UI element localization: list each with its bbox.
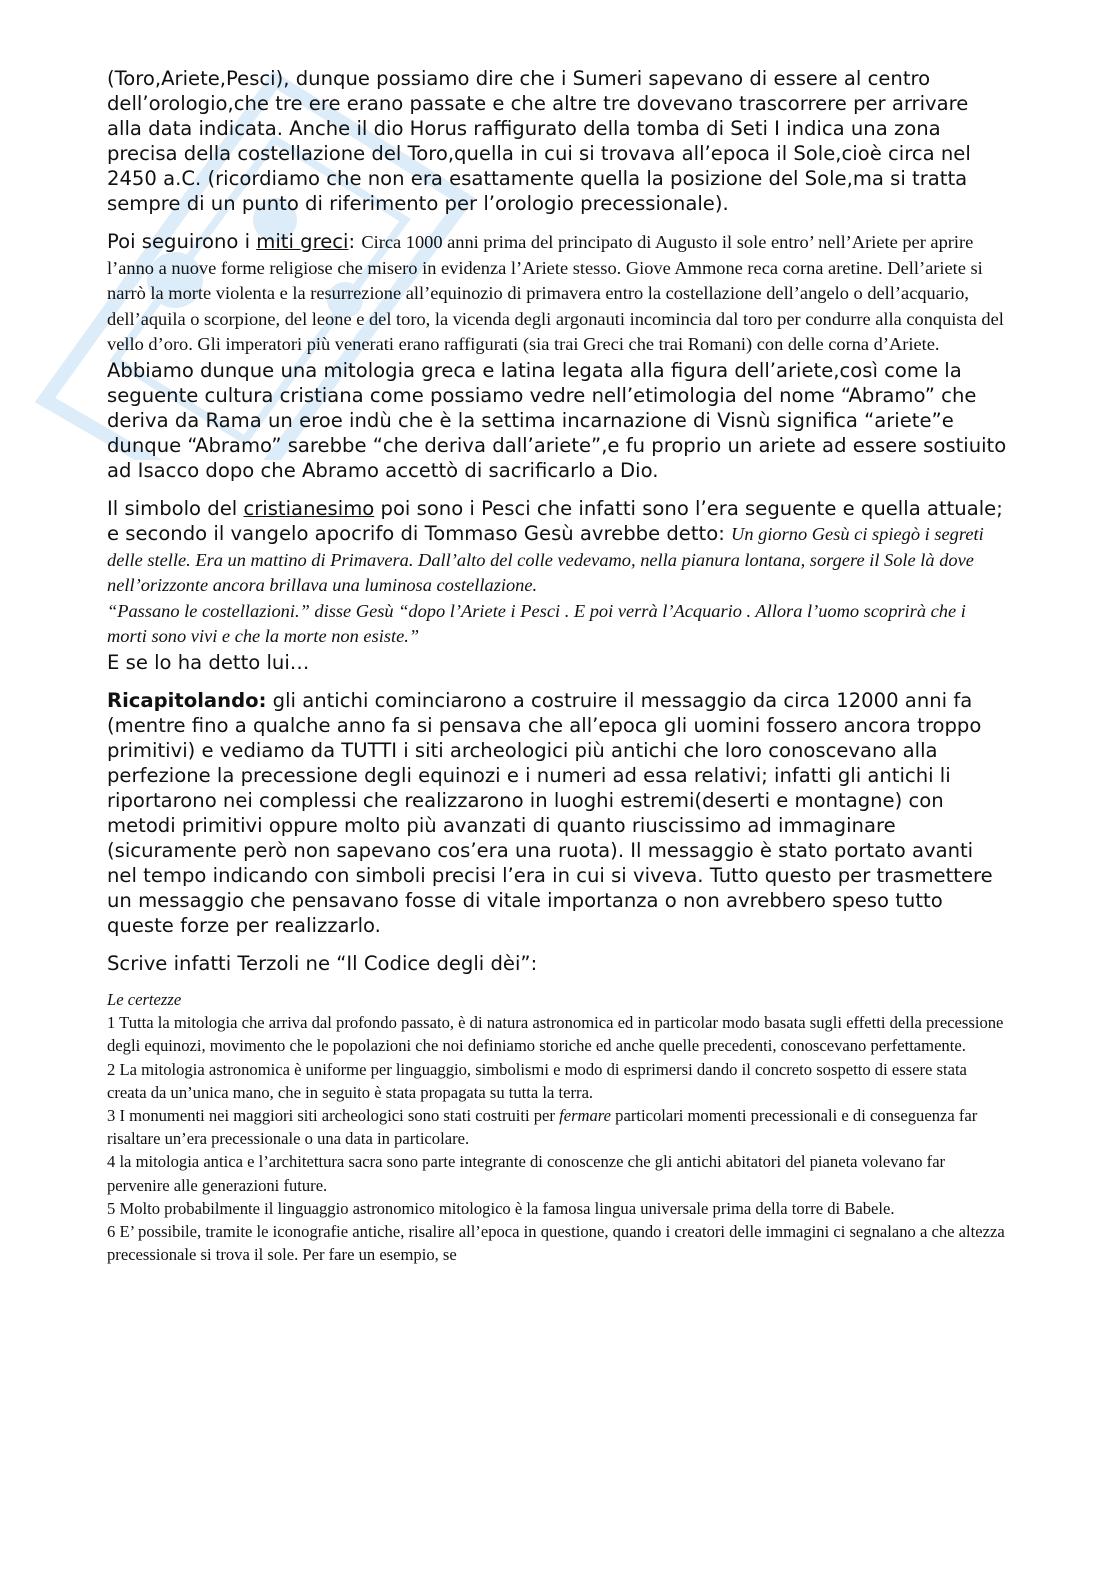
quote-item-3 [107, 1104, 1007, 1150]
quote-item-3-b: particolari momenti precessionali e di conseguenza far risaltare un’era precessionale o una data in particolare. [107, 1105, 978, 1149]
paragraph-4-end: E se lo ha detto lui… [107, 650, 310, 674]
quote-item-4: 4 la mitologia antica e l’architettura sacra sono parte integrante di conoscenze che gli antichi abitatori del pianeta volevano far pervenire alle generazioni future. [107, 1152, 946, 1195]
quote-item-5: 5 Molto probabilmente il linguaggio astronomico mitologico è la famosa lingua universale prima della torre di Babele. [107, 1198, 895, 1218]
quote-item-2: 2 La mitologia astronomica è uniforme per linguaggio, simbolismi e modo di esprimersi dando il concreto sospetto di essere stata creata da un’unica mano, che in seguito è stata propagata su tutta la terra. [107, 1059, 967, 1102]
paragraph-5 [107, 688, 1007, 938]
paragraph-5-rest: gli antichi cominciarono a costruire il messaggio da circa 12000 anni fa (mentre fino a qualche anno fa si pensava che all’epoca gli uomini fossero ancora troppo primitivi) e vediamo da TUTTI i siti archeologici più antichi che loro conoscevano alla perfezione la precessione degli equinozi e i numeri ad essa relativi; infatti gli antichi li riportarono nei complessi che realizzarono in luoghi estremi(deserti e montagne) con metodi primitivi oppure molto più avanzati di quanto riuscissimo ad immaginare (sicuramente però non sapevano cos’era una ruota). Il messaggio è stato portato avanti nel tempo indicando con simboli precisi l’era in cui si viveva. Tutto questo per trasmettere un messaggio che pensavano fosse di vitale importanza o non avrebbero speso tutto queste forze per realizzarlo. [107, 688, 993, 937]
paragraph-4-lead: Il simbolo del [107, 496, 244, 520]
paragraph-4-rest: poi sono i Pesci che infatti sono l’era seguente e quella attuale; e secondo il vangelo apocrifo di Tommaso Gesù avrebbe detto: [107, 496, 1003, 545]
paragraph-6: Scrive infatti Terzoli ne “Il Codice degli dèi”: [107, 951, 538, 975]
ricapitolando-label: Ricapitolando: [107, 688, 267, 712]
paragraph-4 [107, 496, 1007, 599]
paragraph-2 [107, 229, 1007, 358]
cristianesimo-link: cristianesimo [243, 496, 375, 520]
quote-title: Le certezze [107, 989, 182, 1009]
paragraph-2-serif: Circa 1000 anni prima del principato di Augusto il sole entro’ nell’Ariete per aprire l’anno a nuove forme religiose che misero in evidenza l’Ariete stesso. Giove Ammone reca corna aretine. Dell’ariete si narrò la morte violenta e la resurrezione all’equinozio di primavera entro la costellazione dell’angelo o dell’acquario, dell’aquila o scorpione, del leone e del toro, la vicenda degli argonauti incomincia dal toro per condurre alla conquista del vello d’oro. Gli imperatori più venerati erano raffigurati (sia trai Greci che trai Romani) con delle corna d’Ariete. [107, 232, 1004, 355]
quote-block [107, 988, 1007, 1266]
paragraph-2-colon: : [348, 230, 362, 253]
paragraph-3: Abbiamo dunque una mitologia greca e latina legata alla figura dell’ariete,così come la seguente cultura cristiana come possiamo vedre nell’etimologia del nome “Abramo” che deriva da Rama un eroe indù che è la settima incarnazione di Visnù significa “ariete”e dunque “Abramo” sarebbe “che deriva dall’ariete”,e fu proprio un ariete ad essere sostiuito ad Isacco dopo che Abramo accettò di sacrificarlo a Dio. [107, 358, 1007, 482]
quote-item-6: 6 E’ possibile, tramite le iconografie antiche, risalire all’epoca in questione, quando i creatori delle immagini ci segnalano a che altezza precessionale si trova il sole. Per fare un esempio, se [107, 1221, 1005, 1265]
miti-greci-link: miti greci [256, 230, 349, 253]
paragraph-4-italic-1: Un giorno Gesù ci spiegò i segreti delle stelle. Era un mattino di Primavera. Dall’alto del colle vedevamo, nella pianura lontana, sorgere il Sole là dove nell’orizzonte ancora brillava una luminosa costellazione. [107, 523, 984, 596]
paragraph-4-italic-2: “Passano le costellazioni.” disse Gesù “dopo l’Ariete i Pesci . E poi verrà l’Acquario . Allora l’uomo scoprirà che i morti sono vivi e che la morte non esiste.” [107, 600, 966, 647]
quote-item-3-em: fermare [559, 1105, 612, 1125]
document-body [107, 66, 1007, 1266]
paragraph-4-quote [107, 599, 1007, 650]
quote-item-3-a: 3 I monumenti nei maggiori siti archeologici sono stati costruiti per [107, 1105, 560, 1125]
quote-item-1: 1 Tutta la mitologia che arriva dal profondo passato, è di natura astronomica ed in particolar modo basata sugli effetti della precessione degli equinozi, movimento che le popolazioni che noi definiamo storiche ed anche quelle precedenti, conoscevano perfettamente. [107, 1013, 1004, 1056]
paragraph-1: (Toro,Ariete,Pesci), dunque possiamo dire che i Sumeri sapevano di essere al centro dell’orologio,che tre ere erano passate e che altre tre dovevano trascorrere per arrivare alla data indicata. Anche il dio Horus raffigurato della tomba di Seti I indica una zona precisa della costellazione del Toro,quella in cui si trovava all’epoca il Sole,cioè circa nel 2450 a.C. (ricordiamo che non era esattamente quella la posizione del Sole,ma si tratta sempre di un punto di riferimento per l’orologio precessionale). [107, 67, 971, 215]
paragraph-2-lead: Poi seguirono i [107, 230, 257, 253]
